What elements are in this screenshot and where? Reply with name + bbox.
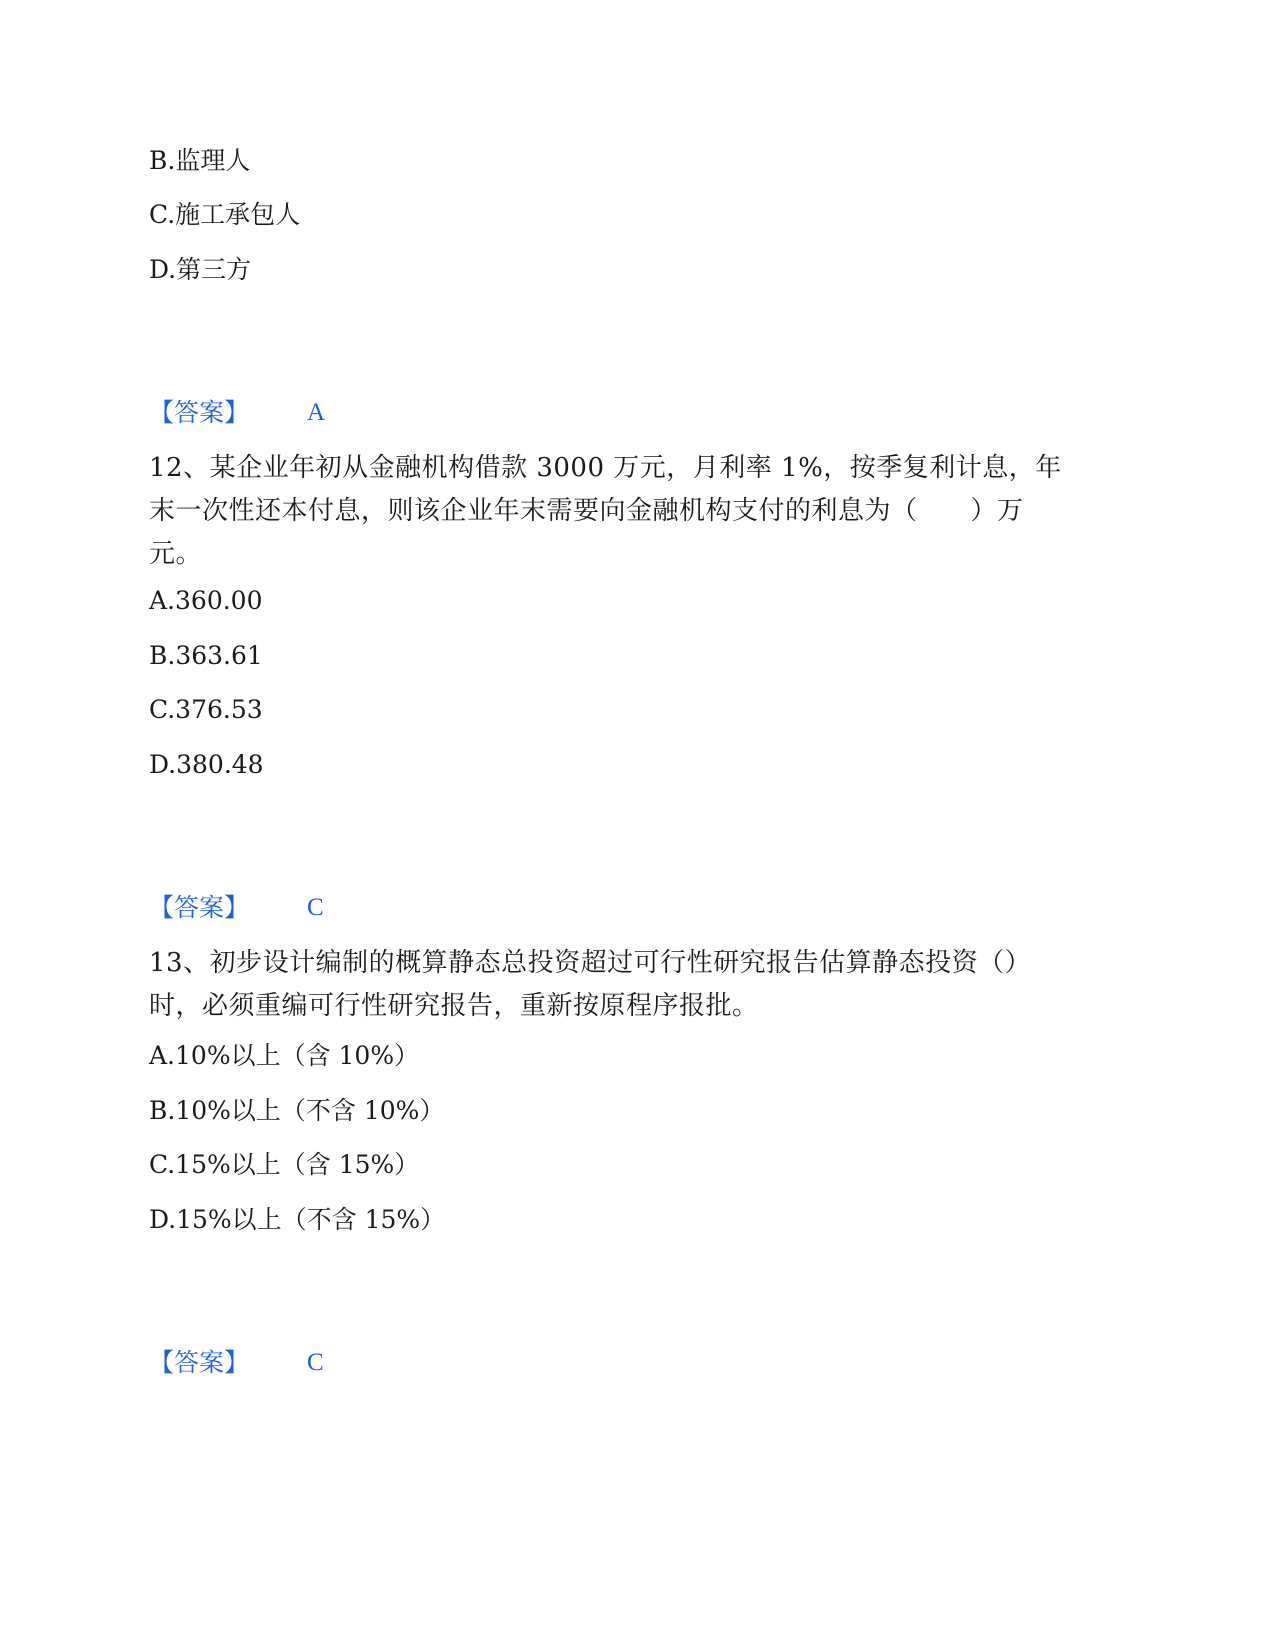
answer-letter: C — [307, 894, 324, 921]
answer-label: 【答案】 — [149, 398, 250, 427]
q12-stem-line-1: 12、某企业年初从金融机构借款 3000 万元，月利率 1%，按季复利计息，年 — [149, 453, 1062, 483]
q12-option-b: B.363.61 — [149, 641, 263, 670]
answer-label: 【答案】 — [149, 893, 250, 922]
q12-option-a: A.360.00 — [149, 586, 263, 615]
q13-stem-line-1: 13、初步设计编制的概算静态总投资超过可行性研究报告估算静态投资（） — [149, 948, 1032, 978]
answer-12 — [149, 893, 324, 923]
q12-stem-line-2: 末一次性还本付息，则该企业年末需要向金融机构支付的利息为（ ）万 — [149, 496, 1024, 526]
q12-option-c: C.376.53 — [149, 695, 263, 724]
answer-label: 【答案】 — [149, 1348, 250, 1377]
q11-option-b: B.监理人 — [149, 146, 251, 175]
q13-option-b: B.10%以上（不含 10%） — [149, 1096, 445, 1125]
q11-option-d: D.第三方 — [149, 255, 252, 284]
answer-11 — [149, 398, 326, 428]
answer-letter: C — [307, 1349, 324, 1376]
q12-stem-line-3: 元。 — [149, 539, 203, 569]
q13-option-c: C.15%以上（含 15%） — [149, 1150, 420, 1179]
q13-option-d: D.15%以上（不含 15%） — [149, 1205, 446, 1234]
answer-13 — [149, 1348, 324, 1378]
q12-option-d: D.380.48 — [149, 750, 264, 779]
q13-stem-line-2: 时，必须重编可行性研究报告，重新按原程序报批。 — [149, 991, 759, 1021]
answer-letter: A — [307, 399, 326, 426]
q13-option-a: A.10%以上（含 10%） — [149, 1041, 420, 1070]
q12-stem — [149, 447, 1129, 576]
q11-option-c: C.施工承包人 — [149, 200, 301, 229]
q13-stem — [149, 942, 1129, 1028]
